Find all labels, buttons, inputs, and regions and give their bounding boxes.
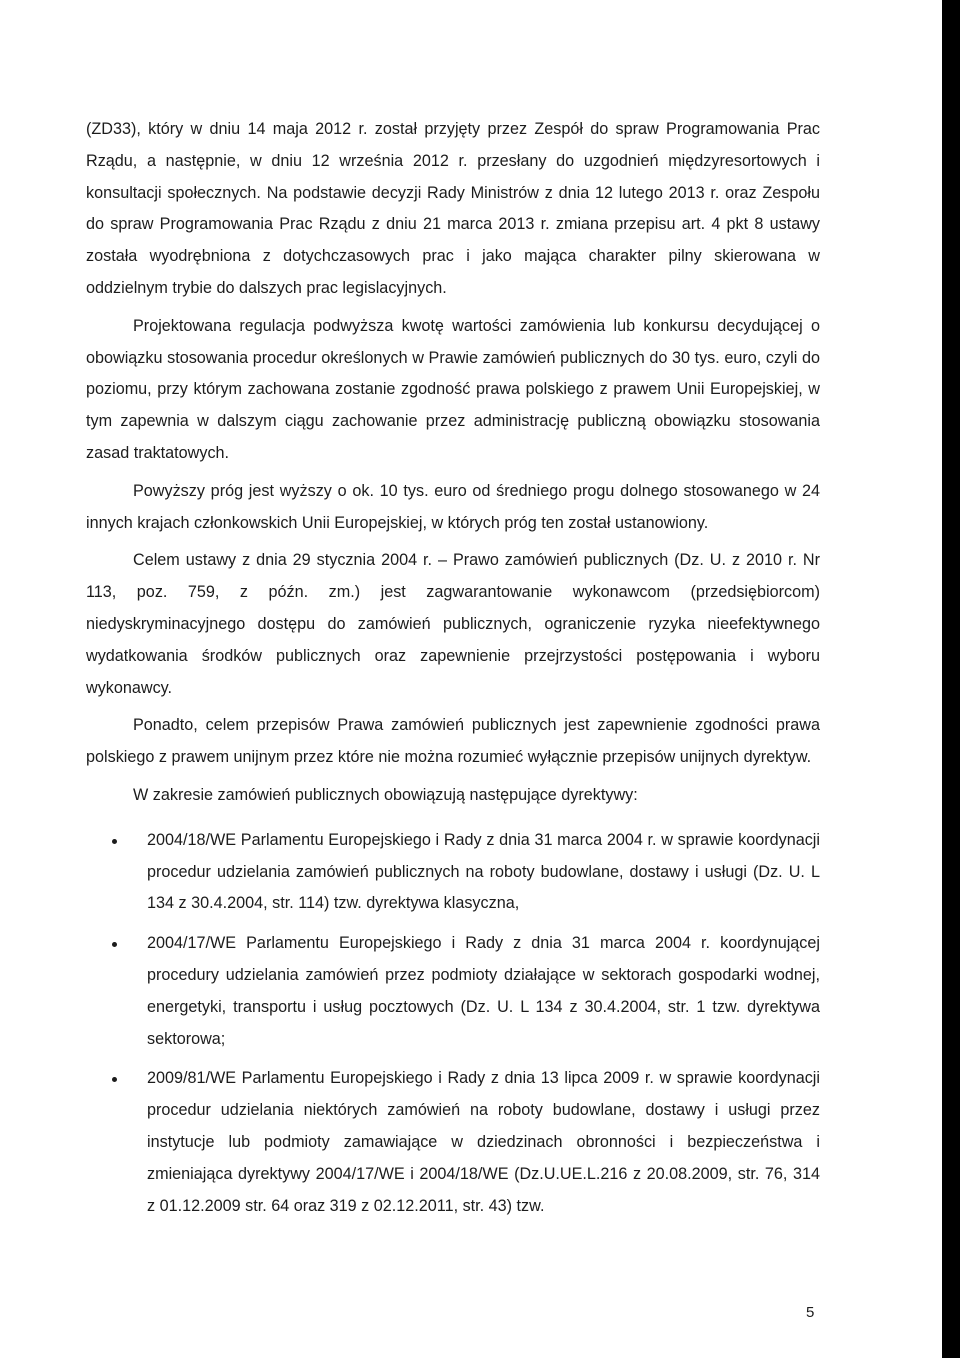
page-number: 5 <box>806 1304 815 1321</box>
paragraph-purpose: Celem ustawy z dnia 29 stycznia 2004 r. – Prawo zamówień publicznych (Dz. U. z 2010 r. Nr 113, poz. 759, z późn. zm.) jest zagwarantowanie wykonawcom (przedsiębiorcom) niedyskryminacyjnego dostępu do zamówień publicznych, ograniczenie ryzyka nieefektywnego wydatkowania środków publicznych oraz zapewnienie przejrzystości postępowania i wyboru wykonawcy. <box>86 551 820 697</box>
directives-list <box>86 825 820 1223</box>
list-item <box>86 928 820 1055</box>
bullet-icon <box>112 1077 117 1082</box>
list-item <box>86 825 820 920</box>
bullet-icon <box>112 942 117 947</box>
paragraph-continuation: (ZD33), który w dniu 14 maja 2012 r. został przyjęty przez Zespół do spraw Programowania Prac Rządu, a następnie, w dniu 12 września 2012 r. przesłany do uzgodnień międzyresortowych i konsultacji społecznych. Na podstawie decyzji Rady Ministrów z dnia 12 lutego 2013 r. oraz Zespołu do spraw Programowania Prac Rządu z dniu 21 marca 2013 r. zmiana przepisu art. 4 pkt 8 ustawy została wyodrębniona z dotychczasowych prac i jako mająca charakter pilny skierowana w oddzielnym trybie do dalszych prac legislacyjnych. <box>86 120 820 297</box>
paragraph-compliance: Ponadto, celem przepisów Prawa zamówień publicznych jest zapewnienie zgodności prawa polskiego z prawem unijnym przez które nie można rozumieć wyłącznie przepisów unijnych dyrektyw. <box>86 716 820 767</box>
directive-text: 2004/17/WE Parlamentu Europejskiego i Rady z dnia 31 marca 2004 r. koordynującej procedury udzielania zamówień przez podmioty działające w sektorach gospodarki wodnej, energetyki, transportu i usług pocztowych (Dz. U. L 134 z 30.4.2004, str. 1 tzw. dyrektywa sektorowa; <box>147 934 820 1048</box>
paragraph-regulation: Projektowana regulacja podwyższa kwotę wartości zamówienia lub konkursu decydującej o obowiązku stosowania procedur określonych w Prawie zamówień publicznych do 30 tys. euro, czyli do poziomu, przy którym zachowana zostanie zgodność prawa polskiego z prawem Unii Europejskiej, w tym zapewnia w dalszym ciągu zachowanie przez administrację publiczną obowiązku stosowania zasad traktatowych. <box>86 316 820 462</box>
directive-text: 2009/81/WE Parlamentu Europejskiego i Rady z dnia 13 lipca 2009 r. w sprawie koordynacji procedur udzielania niektórych zamówień na roboty budowlane, dostawy i usługi przez instytucje lub podmioty zamawiające w dziedzinach obronności i bezpieczeństwa i zmieniająca dyrektywy 2004/17/WE i 2004/18/WE (Dz.U.UE.L.216 z 20.08.2009, str. 76, 314 z 01.12.2009 str. 64 oraz 319 z 02.12.2011, str. 43) tzw. <box>147 1069 820 1215</box>
directive-text: 2004/18/WE Parlamentu Europejskiego i Rady z dnia 31 marca 2004 r. w sprawie koordynacji procedur udzielania zamówień publicznych na roboty budowlane, dostawy i usługi (Dz. U. L 134 z 30.4.2004, str. 114) tzw. dyrektywa klasyczna, <box>147 830 820 913</box>
scan-edge <box>942 0 960 1358</box>
paragraph-threshold: Powyższy próg jest wyższy o ok. 10 tys. euro od średniego progu dolnego stosowanego w 24 innych krajach członkowskich Unii Europejskiej, w których próg ten został ustanowiony. <box>86 481 820 532</box>
list-item <box>86 1063 820 1222</box>
document-page <box>86 114 820 1230</box>
paragraph-directives-intro: W zakresie zamówień publicznych obowiązują następujące dyrektywy: <box>133 785 638 804</box>
bullet-icon <box>112 839 117 844</box>
